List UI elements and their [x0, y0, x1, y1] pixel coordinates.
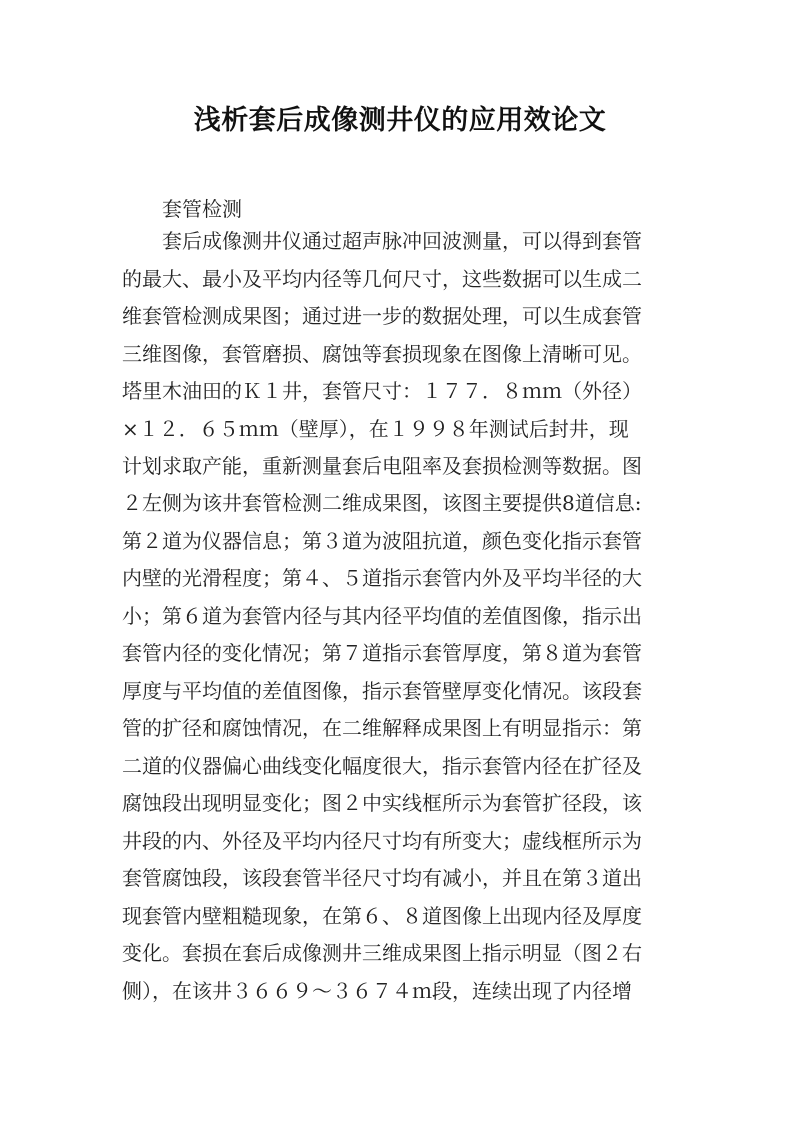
paragraph-line: 第２道为仪器信息；第３道为波阻抗道，颜色变化指示套管 [122, 529, 642, 553]
paragraph-line: 的最大、最小及平均内径等几何尺寸，这些数据可以生成二 [122, 267, 642, 291]
paragraph-line: 现套管内壁粗糙现象，在第６、８道图像上出现内径及厚度 [122, 904, 642, 928]
paragraph-line: 塔里木油田的Ｋ１井，套管尺寸：１７７．８ｍｍ（外径） [122, 379, 642, 403]
section-heading: 套管检测 [162, 197, 242, 221]
paragraph-line: 变化。套损在套后成像测井三维成果图上指示明显（图２右 [122, 941, 642, 965]
paragraph-line: 井段的内、外径及平均内径尺寸均有所变大；虚线框所示为 [122, 829, 642, 853]
paragraph-line: 侧），在该井３６６９～３６７４ｍ段，连续出现了内径增 [122, 979, 632, 1003]
paragraph-line: ×１２．６５ｍｍ（壁厚），在１９９８年测试后封井，现 [122, 417, 629, 441]
paragraph-line: 小；第６道为套管内径与其内径平均值的差值图像，指示出 [122, 604, 642, 628]
paragraph-line: 套管内径的变化情况；第７道指示套管厚度，第８道为套管 [122, 641, 642, 665]
paragraph-line: 套后成像测井仪通过超声脉冲回波测量，可以得到套管 [162, 229, 642, 253]
paragraph-line: 三维图像，套管磨损、腐蚀等套损现象在图像上清晰可见。 [122, 342, 642, 366]
document-title: 浅析套后成像测井仪的应用效论文 [193, 105, 607, 136]
paragraph-line: 腐蚀段出现明显变化；图２中实线框所示为套管扩径段，该 [122, 791, 642, 815]
paragraph-line: 二道的仪器偏心曲线变化幅度很大，指示套管内径在扩径及 [122, 754, 642, 778]
paragraph-line: ２左侧为该井套管检测二维成果图，该图主要提供8道信息: [122, 491, 642, 515]
paragraph-line: 厚度与平均值的差值图像，指示套管壁厚变化情况。该段套 [122, 679, 642, 703]
paragraph-line: 套管腐蚀段，该段套管半径尺寸均有减小，并且在第３道出 [122, 866, 642, 890]
paragraph-line: 内壁的光滑程度；第４、５道指示套管内外及平均半径的大 [122, 566, 642, 590]
paragraph-line: 维套管检测成果图；通过进一步的数据处理，可以生成套管 [122, 304, 642, 328]
paragraph-line: 计划求取产能，重新测量套后电阻率及套损检测等数据。图 [122, 454, 642, 478]
paragraph-line: 管的扩径和腐蚀情况，在二维解释成果图上有明显指示：第 [122, 716, 642, 740]
